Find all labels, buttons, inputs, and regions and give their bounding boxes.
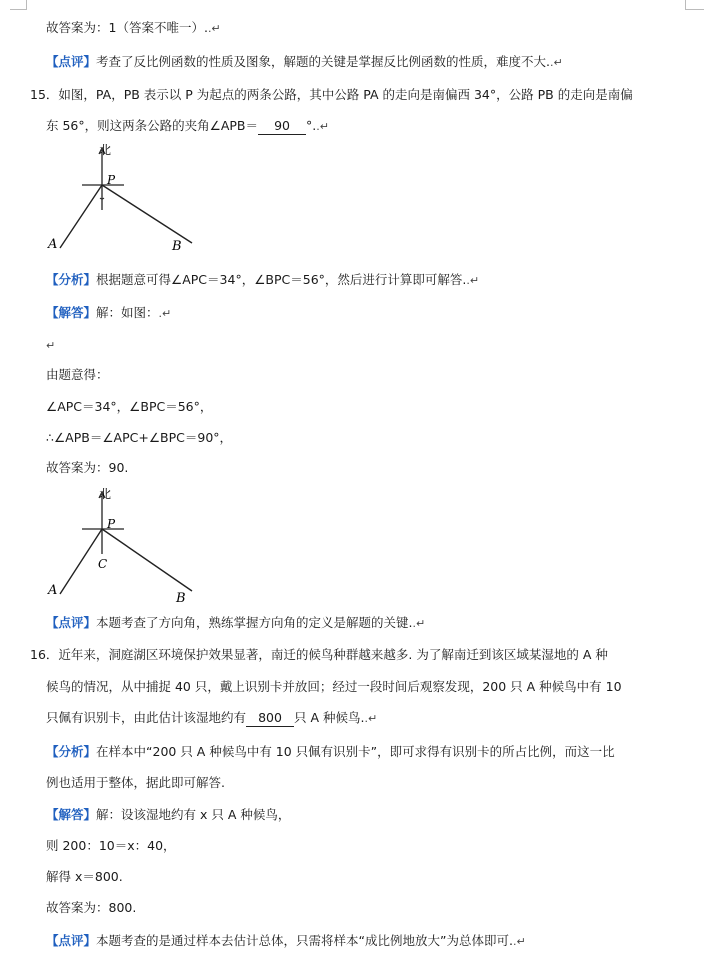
answer-line-15: 故答案为：90. (46, 460, 129, 475)
answer-line-14: 故答案为：1（答案不唯一）..↵ (46, 20, 221, 35)
analysis-text: 根据题意可得∠APC＝34°，∠BPC＝56°，然后进行计算即可解答. (96, 272, 467, 287)
solution-line-16 (46, 807, 290, 823)
analysis-line-15: 【分析】根据题意可得∠APC＝34°，∠BPC＝56°，然后进行计算即可解答..↵ (46, 272, 480, 287)
answer-text: 故答案为：1（答案不唯一）. (46, 20, 208, 35)
point-p-label: P (107, 173, 116, 187)
question-15-line-1: 15．如图，PA，PB 表示以 P 为起点的两条公路，其中公路 PA 的走向是南偏西 34°，公路 PB 的走向是南偏 (30, 87, 633, 102)
question-text: 只佩有识别卡，由此估计该湿地约有 (46, 710, 247, 725)
answer-line-16: 故答案为：800. (46, 900, 137, 915)
north-label: 北 (99, 487, 112, 501)
solution-tag: 【解答】 (46, 807, 97, 822)
comment-tag: 【点评】 (46, 615, 97, 630)
corner-mark-right (685, 0, 704, 10)
analysis-line-16-cont: 例也适用于整体，据此即可解答. (46, 775, 225, 790)
question-text-end: 只 A 种候鸟. (294, 710, 365, 725)
empty-paragraph: ↵ (46, 339, 56, 352)
comment-text: 本题考查了方向角，熟练掌握方向角的定义是解题的关键. (96, 615, 413, 630)
point-p-label: P (107, 517, 116, 531)
solution-line-15: 【解答】解：如图：.↵ (46, 305, 172, 320)
solution-text: 解：如图： (96, 305, 159, 320)
solution-text: 解：设该湿地约有 x 只 A 种候鸟， (96, 807, 291, 822)
comment-line-14: 【点评】考查了反比例函数的性质及图象，解题的关键是掌握反比例函数的性质，难度不大..↵ (46, 54, 563, 69)
point-a-label: A (48, 583, 58, 598)
question-text-end: °. (306, 118, 317, 133)
north-label: 北 (99, 143, 112, 157)
point-c-label: C (98, 557, 108, 571)
analysis-tag: 【分析】 (46, 272, 97, 287)
solution-step-2: 解得 x＝800. (46, 869, 123, 884)
answer-blank: 90 (258, 118, 306, 135)
analysis-line-16 (46, 744, 615, 760)
point-a-label: A (48, 237, 58, 252)
analysis-text: 在样本中“200 只 A 种候鸟中有 10 只佩有识别卡”，即可求得有识别卡的所占比例，而这一比 (96, 744, 615, 759)
point-b-label: B (172, 239, 182, 254)
solution-step-3: ∴∠APB＝∠APC+∠BPC＝90°， (46, 430, 233, 445)
solution-step-1: 则 200：10＝x：40， (46, 838, 176, 853)
question-16-line-3: 只佩有识别卡，由此估计该湿地约有 800 只 A 种候鸟..↵ (46, 710, 378, 725)
question-15-line-2: 东 56°，则这两条公路的夹角∠APB＝ 90 °..↵ (46, 118, 329, 133)
comment-line-15: 【点评】本题考查了方向角，熟练掌握方向角的定义是解题的关键..↵ (46, 615, 426, 630)
comment-text: 本题考查的是通过样本去估计总体，只需将样本“成比例地放大”为总体即可. (96, 933, 513, 948)
answer-blank: 800 (246, 710, 294, 727)
point-b-label: B (176, 591, 186, 606)
solution-step-2: ∠APC＝34°，∠BPC＝56°， (46, 399, 213, 414)
solution-tag: 【解答】 (46, 305, 97, 320)
direction-figure-1 (40, 140, 220, 260)
question-text: 东 56°，则这两条公路的夹角∠APB＝ (46, 118, 259, 133)
solution-step-1: 由题意得： (46, 367, 109, 382)
corner-mark-left (10, 0, 27, 10)
comment-tag: 【点评】 (46, 54, 97, 69)
question-16-line-2: 候鸟的情况，从中捕捉 40 只，戴上识别卡并放回；经过一段时间后观察发现，200 只 A 种候鸟中有 10 (46, 679, 622, 694)
comment-tag: 【点评】 (46, 933, 97, 948)
comment-line-16: 【点评】本题考查的是通过样本去估计总体，只需将样本“成比例地放大”为总体即可..↵ (46, 933, 526, 948)
question-16-line-1: 16．近年来，洞庭湖区环境保护效果显著，南迁的候鸟种群越来越多. 为了解南迁到该区域某湿地的 A 种 (30, 647, 608, 662)
comment-text: 考查了反比例函数的性质及图象，解题的关键是掌握反比例函数的性质，难度不大. (96, 54, 550, 69)
analysis-tag: 【分析】 (46, 744, 97, 759)
direction-figure-2 (40, 484, 220, 608)
